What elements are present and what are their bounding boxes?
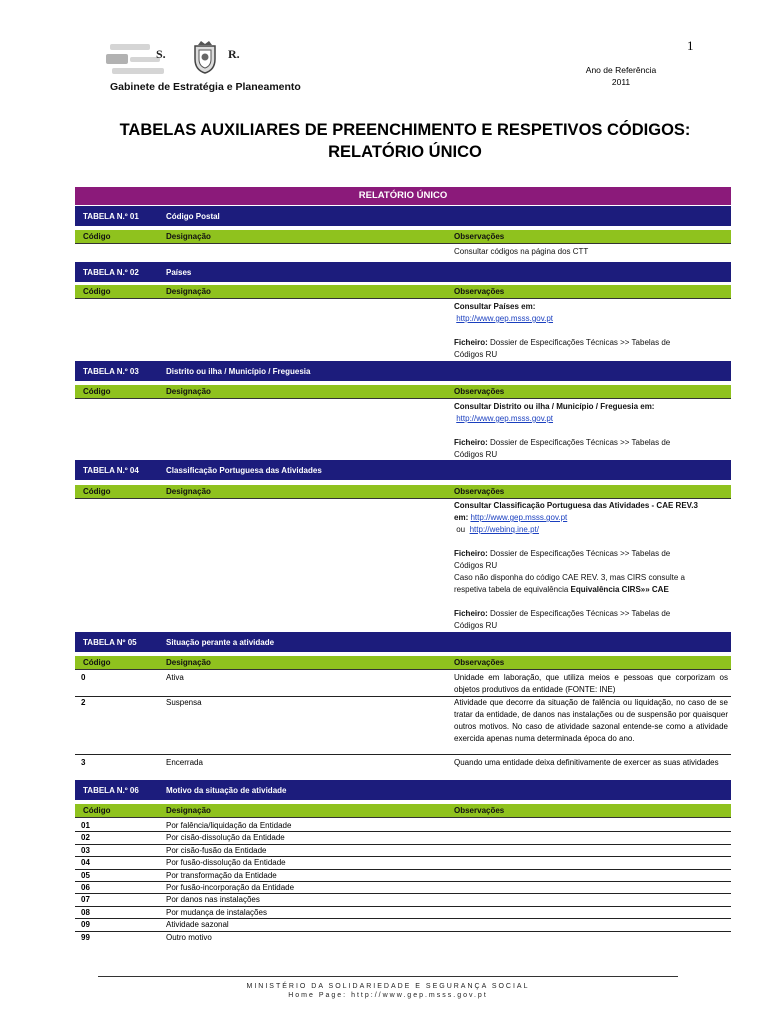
row-code: 06 — [81, 882, 90, 892]
row-designation: Outro motivo — [166, 932, 212, 942]
row-designation: Por cisão-dissolução da Entidade — [166, 833, 285, 843]
table-03-id: TABELA N.º 03 — [83, 367, 139, 376]
organization-name: Gabinete de Estratégia e Planeamento — [110, 81, 301, 93]
gep-link[interactable]: http://www.gep.msss.gov.pt — [470, 513, 568, 522]
row-designation: Suspensa — [166, 698, 202, 707]
table-row — [75, 832, 731, 844]
obs-file-text: Dossier de Especificações Técnicas >> Tabelas de — [487, 338, 671, 347]
table-04-header — [75, 460, 731, 480]
table-06-id: TABELA N.º 06 — [83, 786, 139, 795]
table-row — [75, 932, 731, 944]
row-code: 05 — [81, 870, 90, 880]
column-observations: Observações — [454, 287, 505, 296]
table-05-header — [75, 632, 731, 652]
row-designation: Por falência/liquidação da Entidade — [166, 821, 292, 830]
obs-intro: Consultar Distrito ou ilha / Município / Freguesia em: — [454, 402, 655, 411]
column-designation: Designação — [166, 232, 211, 241]
table-05-id: TABELA Nº 05 — [83, 638, 137, 647]
reference-year-label: Ano de Referência — [585, 65, 657, 75]
coat-of-arms-icon — [192, 40, 218, 74]
logo — [104, 40, 304, 94]
table-06-name: Motivo da situação de atividade — [166, 786, 287, 795]
table-row — [75, 882, 731, 894]
table-03-header — [75, 361, 731, 381]
row-designation: Por fusão-incorporação da Entidade — [166, 882, 295, 892]
row-observation: Atividade que decorre da situação de falência ou liquidação, no caso de se tratar da entidade, de danos nas instalações ou de suspensão por quaisquer outros motivos. No caso de atividade sazonal entende-se como a atividade exercida apenas numa determinada época do ano. — [454, 698, 728, 743]
table-04-observations — [454, 500, 730, 632]
logo-letter-s: S. — [156, 47, 166, 61]
row-designation: Por mudança de instalações — [166, 907, 267, 917]
obs-intro: Consultar Países em: — [454, 302, 536, 311]
table-01-header — [75, 206, 731, 226]
title-line-2: RELATÓRIO ÚNICO — [328, 143, 482, 161]
table-row — [75, 894, 731, 906]
column-observations: Observações — [454, 658, 505, 667]
table-04-id: TABELA N.º 04 — [83, 466, 139, 475]
footer-ministry: MINISTÉRIO DA SOLIDARIEDADE E SEGURANÇA SOCIAL — [246, 983, 530, 990]
obs-em: em: — [454, 513, 469, 522]
obs-file-text-2: Códigos RU — [454, 561, 498, 570]
row-designation: Ativa — [166, 673, 184, 682]
obs-file-label: Ficheiro: — [454, 438, 488, 447]
table-03-observations — [454, 401, 730, 461]
obs-intro: Consultar Classificação Portuguesa das Atividades - CAE REV.3 — [454, 501, 698, 510]
table-05-name: Situação perante a atividade — [166, 638, 275, 647]
page-number: 1 — [687, 38, 694, 53]
row-code: 0 — [81, 673, 86, 682]
column-code: Código — [83, 806, 111, 815]
gep-link[interactable]: http://www.gep.msss.gov.pt — [456, 314, 554, 323]
row-code: 09 — [81, 920, 90, 930]
row-designation: Encerrada — [166, 758, 203, 767]
obs-cirs-1: Caso não disponha do código CAE REV. 3, mas CIRS consulte a — [454, 573, 685, 582]
row-code: 07 — [81, 895, 90, 905]
document-title — [80, 119, 730, 163]
title-line-1: TABELAS AUXILIARES DE PREENCHIMENTO E RESPETIVOS CÓDIGOS: — [119, 121, 691, 139]
table-06-rows — [75, 820, 731, 944]
table-04-columns — [75, 485, 731, 499]
column-code: Código — [83, 658, 111, 667]
obs-cirs-bold: Equivalência CIRS»» CAE — [570, 585, 669, 594]
row-observation: Unidade em laboração, que utiliza meios e pessoas que corporizam os objetos produtivos da entidade (FONTE: INE) — [454, 673, 728, 694]
logo-letter-r: R. — [228, 47, 240, 61]
row-designation: Por transformação da Entidade — [166, 870, 277, 880]
table-02-observations — [454, 301, 730, 361]
ine-link[interactable]: http://webinq.ine.pt/ — [469, 525, 539, 534]
table-06-header — [75, 780, 731, 800]
obs-file2-label: Ficheiro: — [454, 609, 488, 618]
table-02-header — [75, 262, 731, 282]
row-code: 99 — [81, 932, 90, 942]
table-row — [75, 907, 731, 919]
column-code: Código — [83, 287, 111, 296]
table-01-id: TABELA N.º 01 — [83, 212, 139, 221]
obs-file-label: Ficheiro: — [454, 338, 488, 347]
table-row — [75, 697, 731, 755]
footer-divider — [98, 976, 678, 977]
footer — [98, 982, 678, 1000]
column-observations: Observações — [454, 232, 505, 241]
table-row — [75, 857, 731, 869]
row-designation: Por danos nas instalações — [166, 895, 260, 905]
column-observations: Observações — [454, 387, 505, 396]
table-row — [75, 757, 731, 781]
row-code: 04 — [81, 858, 90, 868]
column-designation: Designação — [166, 658, 211, 667]
obs-file2-text: Dossier de Especificações Técnicas >> Tabelas de — [487, 609, 671, 618]
obs-text: Consultar códigos na página dos CTT — [454, 247, 589, 256]
column-observations: Observações — [454, 487, 505, 496]
table-03-name: Distrito ou ilha / Município / Freguesia — [166, 367, 311, 376]
row-code: 01 — [81, 821, 90, 830]
footer-homepage: Home Page: http://www.gep.msss.gov.pt — [288, 992, 488, 999]
row-designation: Atividade sazonal — [166, 920, 229, 930]
row-code: 02 — [81, 833, 90, 843]
obs-file-text-2: Códigos RU — [454, 450, 498, 459]
obs-ou: ou — [456, 525, 466, 534]
gep-link[interactable]: http://www.gep.msss.gov.pt — [456, 414, 554, 423]
reference-year-value: 2011 — [611, 77, 631, 87]
row-code: 03 — [81, 845, 90, 855]
obs-file-text-2: Códigos RU — [454, 350, 498, 359]
obs-file-text: Dossier de Especificações Técnicas >> Tabelas de — [487, 549, 671, 558]
table-05-columns — [75, 656, 731, 670]
table-04-name: Classificação Portuguesa das Atividades — [166, 466, 322, 475]
obs-cirs-2: respetiva tabela de equivalência — [454, 585, 571, 594]
table-06-columns — [75, 804, 731, 818]
obs-file-text: Dossier de Especificações Técnicas >> Tabelas de — [487, 438, 671, 447]
column-designation: Designação — [166, 487, 211, 496]
table-row — [75, 919, 731, 931]
row-observation: Quando uma entidade deixa definitivamente de exercer as suas atividades — [454, 758, 719, 767]
reference-year-block — [560, 64, 682, 88]
table-01-columns — [75, 230, 731, 244]
obs-file2-text-2: Códigos RU — [454, 621, 498, 630]
row-code: 2 — [81, 698, 86, 707]
row-designation: Por cisão-fusão da Entidade — [166, 845, 267, 855]
table-01-observations — [454, 246, 730, 258]
table-01-name: Código Postal — [166, 212, 220, 221]
row-designation: Por fusão-dissolução da Entidade — [166, 858, 286, 868]
row-code: 08 — [81, 907, 90, 917]
table-row — [75, 870, 731, 882]
column-designation: Designação — [166, 806, 211, 815]
table-02-columns — [75, 285, 731, 299]
row-code: 3 — [81, 758, 86, 767]
column-code: Código — [83, 387, 111, 396]
table-row — [75, 845, 731, 857]
table-02-id: TABELA N.º 02 — [83, 268, 139, 277]
column-designation: Designação — [166, 287, 211, 296]
column-designation: Designação — [166, 387, 211, 396]
table-03-columns — [75, 385, 731, 399]
table-row — [75, 820, 731, 832]
section-header: RELATÓRIO ÚNICO — [75, 187, 731, 205]
column-observations: Observações — [454, 806, 505, 815]
column-code: Código — [83, 487, 111, 496]
table-02-name: Países — [166, 268, 192, 277]
table-row — [75, 672, 731, 697]
column-code: Código — [83, 232, 111, 241]
obs-file-label: Ficheiro: — [454, 549, 488, 558]
